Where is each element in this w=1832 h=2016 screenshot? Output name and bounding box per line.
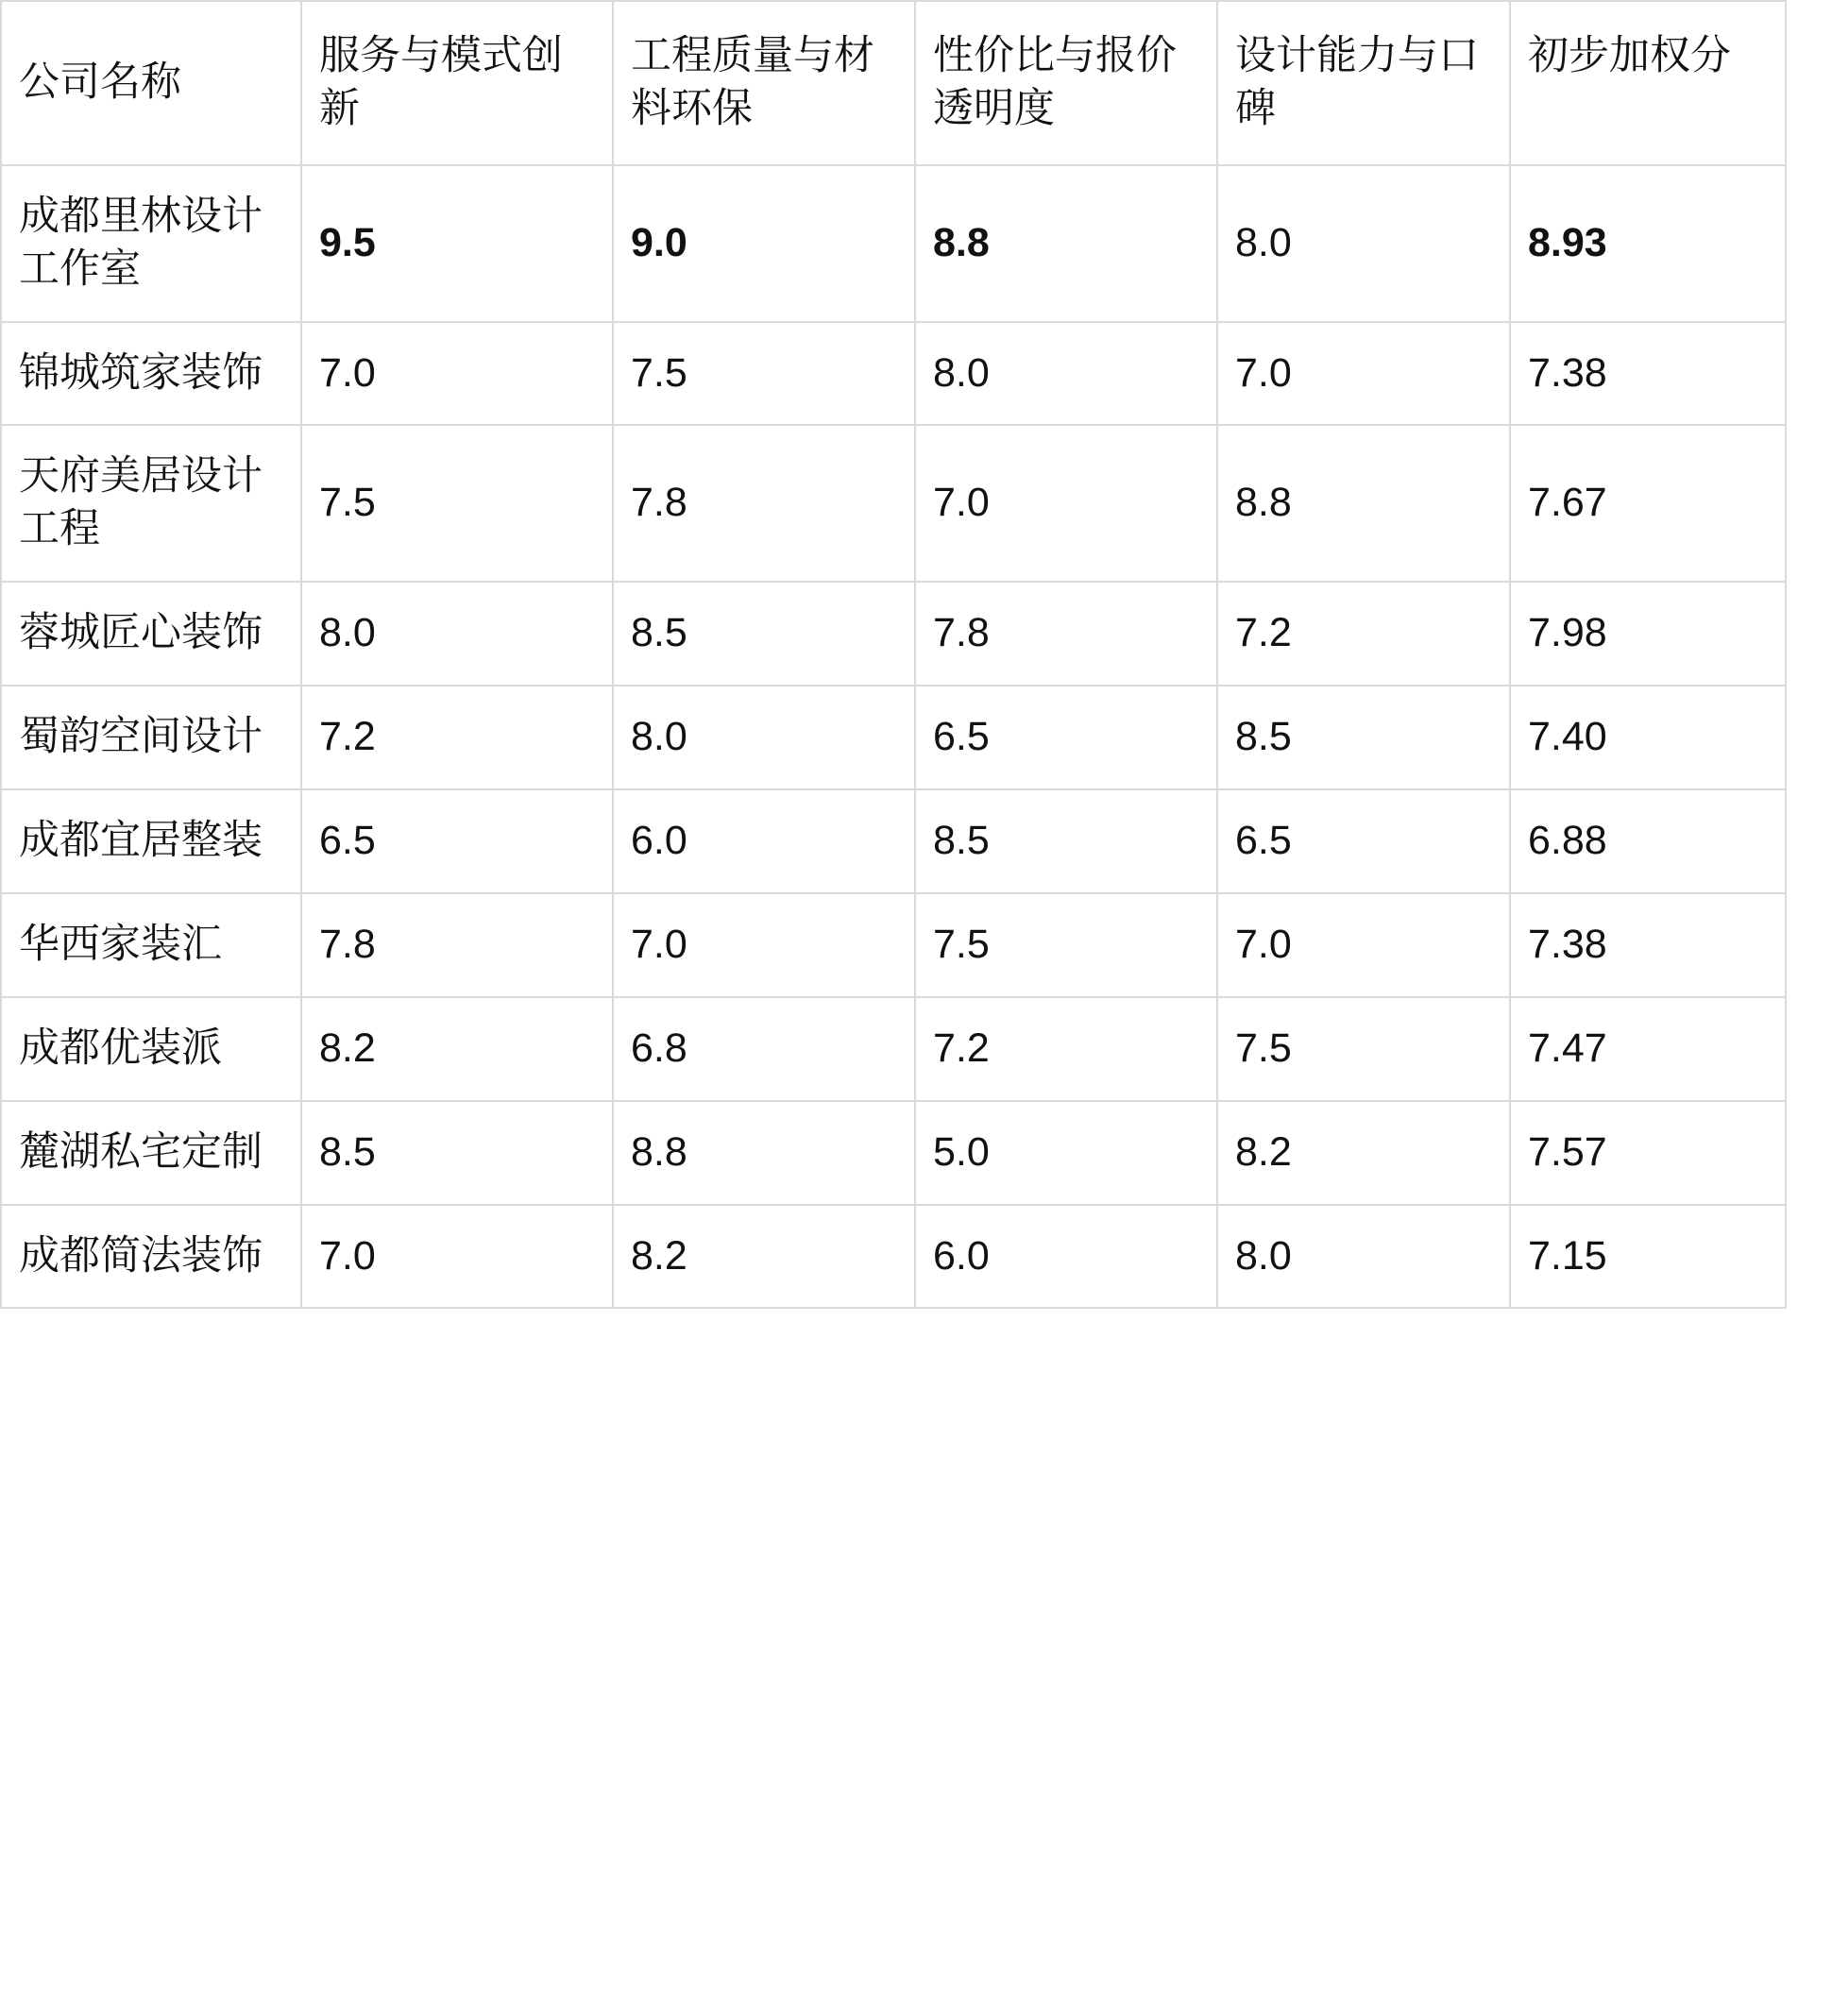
cell-quality-material: 8.8	[613, 1101, 915, 1205]
cell-service-innovation: 7.0	[301, 322, 613, 426]
cell-design-reputation: 8.8	[1217, 425, 1510, 582]
table-row	[1, 893, 1786, 997]
cell-quality-material: 7.5	[613, 322, 915, 426]
cell-company: 成都里林设计工作室	[1, 165, 301, 322]
cell-service-innovation: 6.5	[301, 789, 613, 893]
cell-service-innovation: 8.0	[301, 582, 613, 686]
table-header	[1, 1, 1786, 165]
cell-quality-material: 6.0	[613, 789, 915, 893]
column-header-value-transparency: 性价比与报价透明度	[915, 1, 1217, 165]
cell-design-reputation: 7.5	[1217, 997, 1510, 1101]
cell-design-reputation: 6.5	[1217, 789, 1510, 893]
cell-quality-material: 7.0	[613, 893, 915, 997]
cell-value-transparency: 8.8	[915, 165, 1217, 322]
cell-value-transparency: 6.5	[915, 686, 1217, 789]
column-header-company: 公司名称	[1, 1, 301, 165]
cell-design-reputation: 7.0	[1217, 893, 1510, 997]
cell-design-reputation: 8.0	[1217, 1205, 1510, 1309]
cell-design-reputation: 7.2	[1217, 582, 1510, 686]
cell-company: 成都优装派	[1, 997, 301, 1101]
cell-company: 麓湖私宅定制	[1, 1101, 301, 1205]
cell-service-innovation: 7.8	[301, 893, 613, 997]
cell-weighted-score: 7.57	[1510, 1101, 1786, 1205]
cell-weighted-score: 8.93	[1510, 165, 1786, 322]
cell-company: 锦城筑家装饰	[1, 322, 301, 426]
table-row	[1, 997, 1786, 1101]
table-row	[1, 582, 1786, 686]
cell-design-reputation: 8.0	[1217, 165, 1510, 322]
cell-value-transparency: 7.0	[915, 425, 1217, 582]
cell-value-transparency: 8.5	[915, 789, 1217, 893]
table-row	[1, 789, 1786, 893]
cell-company: 天府美居设计工程	[1, 425, 301, 582]
cell-service-innovation: 8.2	[301, 997, 613, 1101]
cell-design-reputation: 8.5	[1217, 686, 1510, 789]
cell-value-transparency: 7.8	[915, 582, 1217, 686]
cell-weighted-score: 7.15	[1510, 1205, 1786, 1309]
cell-service-innovation: 7.5	[301, 425, 613, 582]
table-body	[1, 165, 1786, 1309]
cell-quality-material: 8.2	[613, 1205, 915, 1309]
cell-weighted-score: 7.47	[1510, 997, 1786, 1101]
cell-weighted-score: 7.67	[1510, 425, 1786, 582]
cell-weighted-score: 7.40	[1510, 686, 1786, 789]
cell-company: 成都简法装饰	[1, 1205, 301, 1309]
column-header-quality-material: 工程质量与材料环保	[613, 1, 915, 165]
cell-weighted-score: 7.98	[1510, 582, 1786, 686]
cell-weighted-score: 7.38	[1510, 893, 1786, 997]
cell-quality-material: 8.0	[613, 686, 915, 789]
table-row	[1, 686, 1786, 789]
table-row	[1, 165, 1786, 322]
cell-value-transparency: 7.5	[915, 893, 1217, 997]
column-header-design-reputation: 设计能力与口碑	[1217, 1, 1510, 165]
cell-company: 蓉城匠心装饰	[1, 582, 301, 686]
table-row	[1, 322, 1786, 426]
cell-weighted-score: 7.38	[1510, 322, 1786, 426]
table-row	[1, 1205, 1786, 1309]
cell-value-transparency: 5.0	[915, 1101, 1217, 1205]
cell-service-innovation: 7.2	[301, 686, 613, 789]
cell-service-innovation: 9.5	[301, 165, 613, 322]
cell-design-reputation: 7.0	[1217, 322, 1510, 426]
table-row	[1, 1101, 1786, 1205]
cell-design-reputation: 8.2	[1217, 1101, 1510, 1205]
table-row	[1, 425, 1786, 582]
cell-quality-material: 7.8	[613, 425, 915, 582]
column-header-weighted-score: 初步加权分	[1510, 1, 1786, 165]
cell-company: 蜀韵空间设计	[1, 686, 301, 789]
cell-weighted-score: 6.88	[1510, 789, 1786, 893]
cell-quality-material: 9.0	[613, 165, 915, 322]
cell-value-transparency: 8.0	[915, 322, 1217, 426]
cell-value-transparency: 7.2	[915, 997, 1217, 1101]
cell-company: 成都宜居整装	[1, 789, 301, 893]
cell-quality-material: 8.5	[613, 582, 915, 686]
column-header-service-innovation: 服务与模式创新	[301, 1, 613, 165]
cell-company: 华西家装汇	[1, 893, 301, 997]
cell-value-transparency: 6.0	[915, 1205, 1217, 1309]
table-header-row	[1, 1, 1786, 165]
cell-service-innovation: 8.5	[301, 1101, 613, 1205]
cell-quality-material: 6.8	[613, 997, 915, 1101]
cell-service-innovation: 7.0	[301, 1205, 613, 1309]
